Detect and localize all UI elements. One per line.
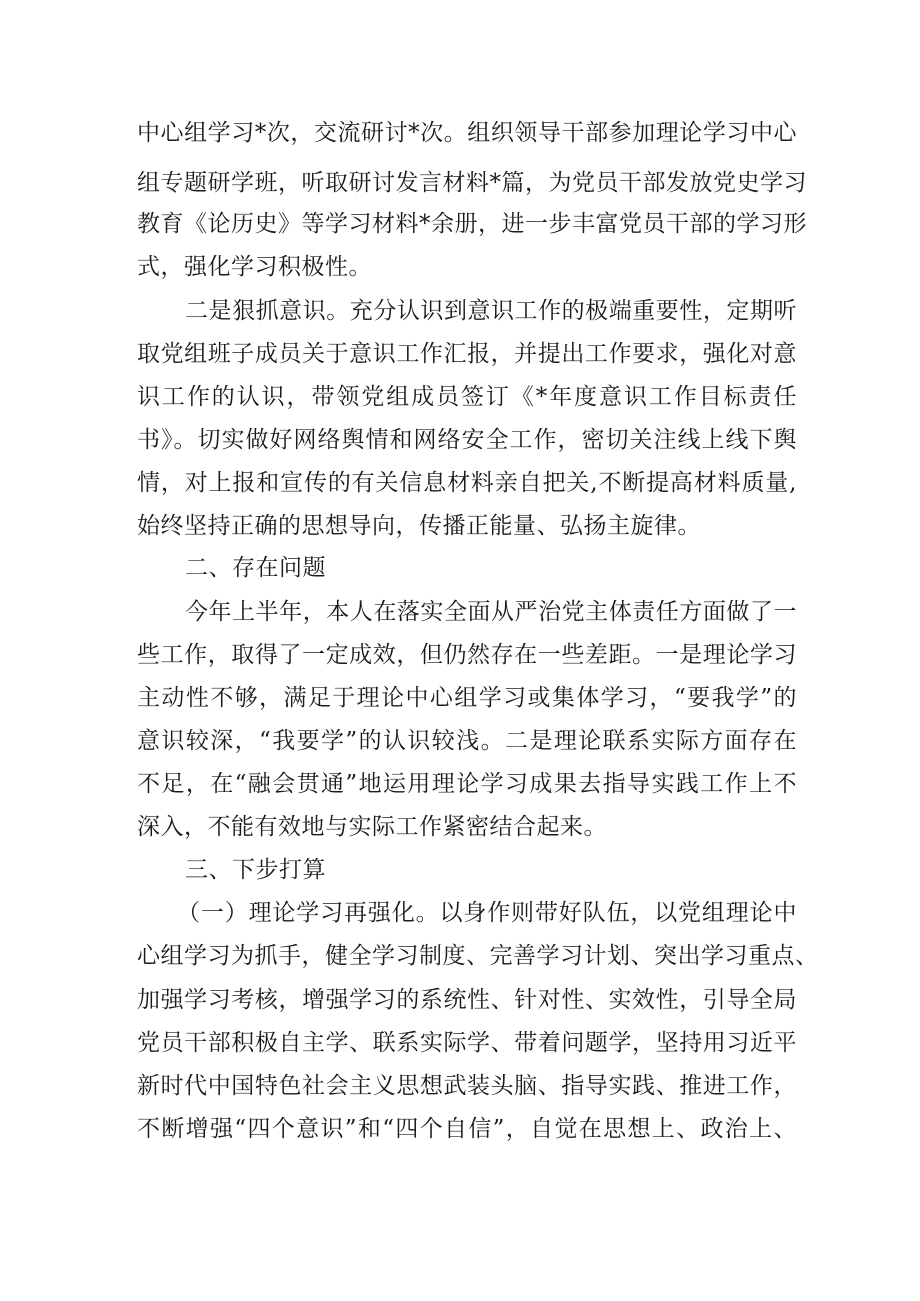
text-line: 党员干部积极自主学、联系实际学、带着问题学，坚持用习近平 (137, 1030, 797, 1056)
text-line: 意识较深，“我要学”的认识较浅。二是理论联系实际方面存在 (137, 728, 797, 754)
text-line: 识工作的认识，带领党组成员签订《*年度意识工作目标责任 (137, 384, 797, 410)
text-line: 始终坚持正确的思想导向，传播正能量、弘扬主旋律。 (137, 513, 701, 539)
section-heading: 二、存在问题 (185, 555, 326, 581)
text-line: 新时代中国特色社会主义思想武装头脑、指导实践、推进工作， (137, 1073, 797, 1099)
text-line: 深入，不能有效地与实际工作紧密结合起来。 (137, 814, 607, 840)
text-line: 情，对上报和宣传的有关信息材料亲自把关,不断提高材料质量, (137, 470, 797, 496)
text-line: （一）理论学习再强化。以身作则带好队伍，以党组理论中 (177, 900, 797, 926)
text-line: 中心组学习*次，交流研讨*次。组织领导干部参加理论学习中心 (137, 120, 797, 146)
text-line: 二是狠抓意识。充分认识到意识工作的极端重要性，定期听 (185, 298, 797, 324)
text-line: 式，强化学习积极性。 (137, 254, 372, 280)
text-line: 取党组班子成员关于意识工作汇报，并提出工作要求，强化对意 (137, 341, 797, 367)
section-heading: 三、下步打算 (185, 857, 326, 883)
text-line: 组专题研学班，听取研讨发言材料*篇，为党员干部发放党史学习 (137, 170, 807, 196)
text-line: 书》。切实做好网络舆情和网络安全工作，密切关注线上线下舆 (137, 427, 797, 453)
text-line: 心组学习为抓手，健全学习制度、完善学习计划、突出学习重点、 (137, 943, 819, 969)
text-line: 主动性不够，满足于理论中心组学习或集体学习，“要我学”的 (137, 685, 797, 711)
text-line: 加强学习考核，增强学习的系统性、针对性、实效性，引导全局 (137, 987, 797, 1013)
text-line: 不断增强“四个意识”和“四个自信”，自觉在思想上、政治上、 (137, 1116, 797, 1142)
text-line: 教育《论历史》等学习材料*余册，进一步丰富党员干部的学习形 (137, 211, 807, 237)
text-line: 不足，在“融会贯通”地运用理论学习成果去指导实践工作上不 (137, 771, 797, 797)
text-line: 今年上半年，本人在落实全面从严治党主体责任方面做了一 (185, 599, 797, 625)
text-line: 些工作，取得了一定成效，但仍然存在一些差距。一是理论学习 (137, 642, 797, 668)
